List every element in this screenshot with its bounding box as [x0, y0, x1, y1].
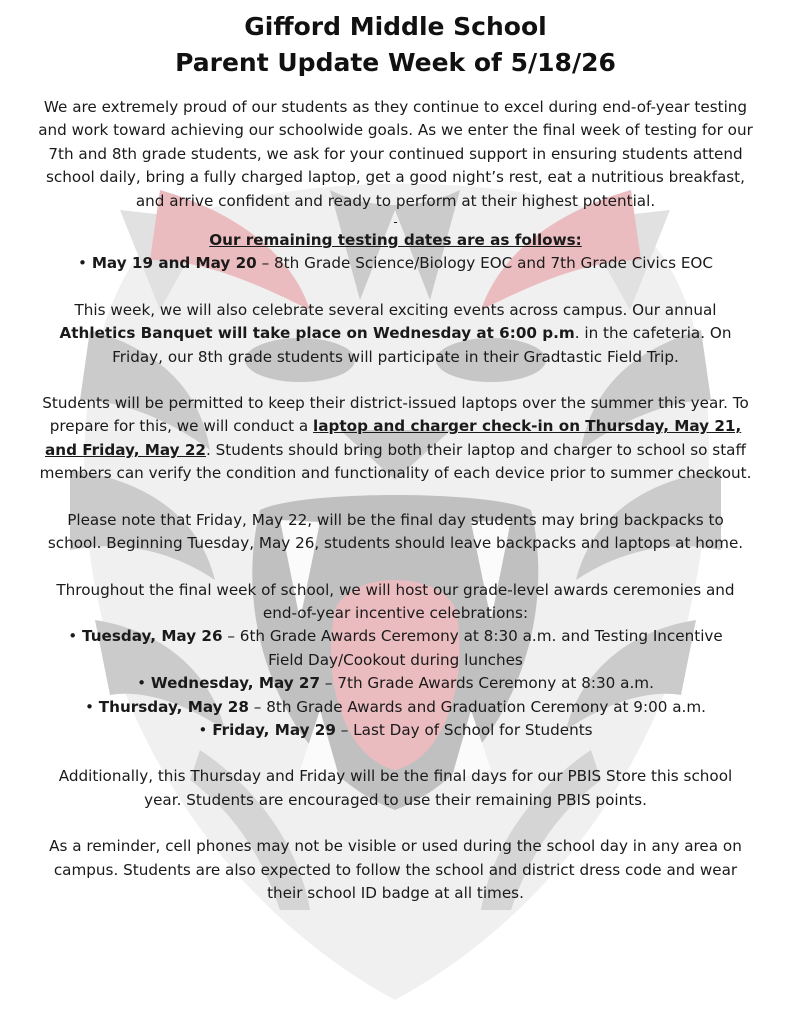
awards-item-thursday: [40, 696, 752, 719]
bullet: •: [68, 627, 78, 646]
awards-description: – 8th Grade Awards and Graduation Ceremony at 9:00 a.m.: [248, 697, 706, 716]
separator-dash: -: [393, 215, 398, 230]
awards-intro: Throughout the final week of school, we will host our grade-level awards ceremonies and end-of-year incentive celebrations:: [56, 580, 735, 622]
testing-dates-heading: Our remaining testing dates are as follows:: [209, 231, 582, 250]
testing-description: – 8th Grade Science/Biology EOC and 7th Grade Civics EOC: [256, 254, 713, 273]
awards-description: – Last Day of School for Students: [335, 720, 593, 739]
awards-description: – 7th Grade Awards Ceremony at 8:30 a.m.: [320, 674, 654, 693]
awards-date: Friday, May 29: [212, 720, 336, 739]
events-paragraph: [46, 299, 746, 369]
awards-item-wednesday: [40, 672, 752, 695]
athletics-banquet-highlight: Athletics Banquet will take place on Wednesday at 6:00 p.m: [59, 324, 575, 343]
intro-paragraph: We are extremely proud of our students as they continue to excel during end-of-year testing and work toward achieving our schoolwide goals. As we enter the final week of testing for our 7th and 8th grade students, we ask for your continued support in ensuring students attend school daily, bring a fully charged laptop, get a good night’s rest, eat a nutritious breakfast, and arrive confident and ready to perform at their highest potential.: [38, 98, 753, 210]
school-name: Gifford Middle School: [244, 12, 547, 41]
awards-description: – 6th Grade Awards Ceremony at 8:30 a.m. and Testing Incentive Field Day/Cookout during lunches: [222, 627, 723, 669]
update-week-title: Parent Update Week of 5/18/26: [175, 48, 616, 77]
awards-item-friday: [40, 719, 752, 742]
bullet: •: [137, 674, 147, 693]
awards-date: Thursday, May 28: [98, 697, 249, 716]
laptop-paragraph: [35, 392, 757, 486]
laptop-text-1: Students will be permitted to keep their district-issued laptops over the summer this year. To prepare for this, we will conduct a: [42, 394, 749, 436]
awards-date: Tuesday, May 26: [82, 627, 223, 646]
reminder-paragraph: As a reminder, cell phones may not be visible or used during the school day in any area on campus. Students are also expected to follow the school and district dress code and wear their school ID badge at all times.: [49, 837, 742, 902]
laptop-checkin-highlight: laptop and charger check-in on Thursday, May 21, and Friday, May 22: [45, 417, 742, 459]
bullet: •: [84, 697, 94, 716]
document-title: [0, 0, 791, 81]
pbis-paragraph: Additionally, this Thursday and Friday will be the final days for our PBIS Store this school year. Students are encouraged to use their remaining PBIS points.: [58, 767, 733, 809]
events-text-1: This week, we will also celebrate several exciting events across campus. Our annual: [74, 300, 717, 319]
events-text-2: . in the cafeteria. On Friday, our 8th grade students will participate in their Gradtastic Field Trip.: [112, 324, 732, 366]
bullet: •: [78, 254, 87, 273]
awards-item-tuesday: [51, 625, 741, 672]
awards-date: Wednesday, May 27: [150, 674, 321, 693]
bullet: •: [198, 720, 208, 739]
testing-date-item: [40, 252, 752, 275]
laptop-text-2: . Students should bring both their laptop and charger to school so staff members can verify the condition and functionality of each device prior to summer checkout.: [39, 440, 752, 483]
testing-date: May 19 and May 20: [91, 254, 257, 273]
backpack-paragraph: Please note that Friday, May 22, will be the final day students may bring backpacks to school. Beginning Tuesday, May 26, students should leave backpacks and laptops at home.: [47, 510, 744, 553]
